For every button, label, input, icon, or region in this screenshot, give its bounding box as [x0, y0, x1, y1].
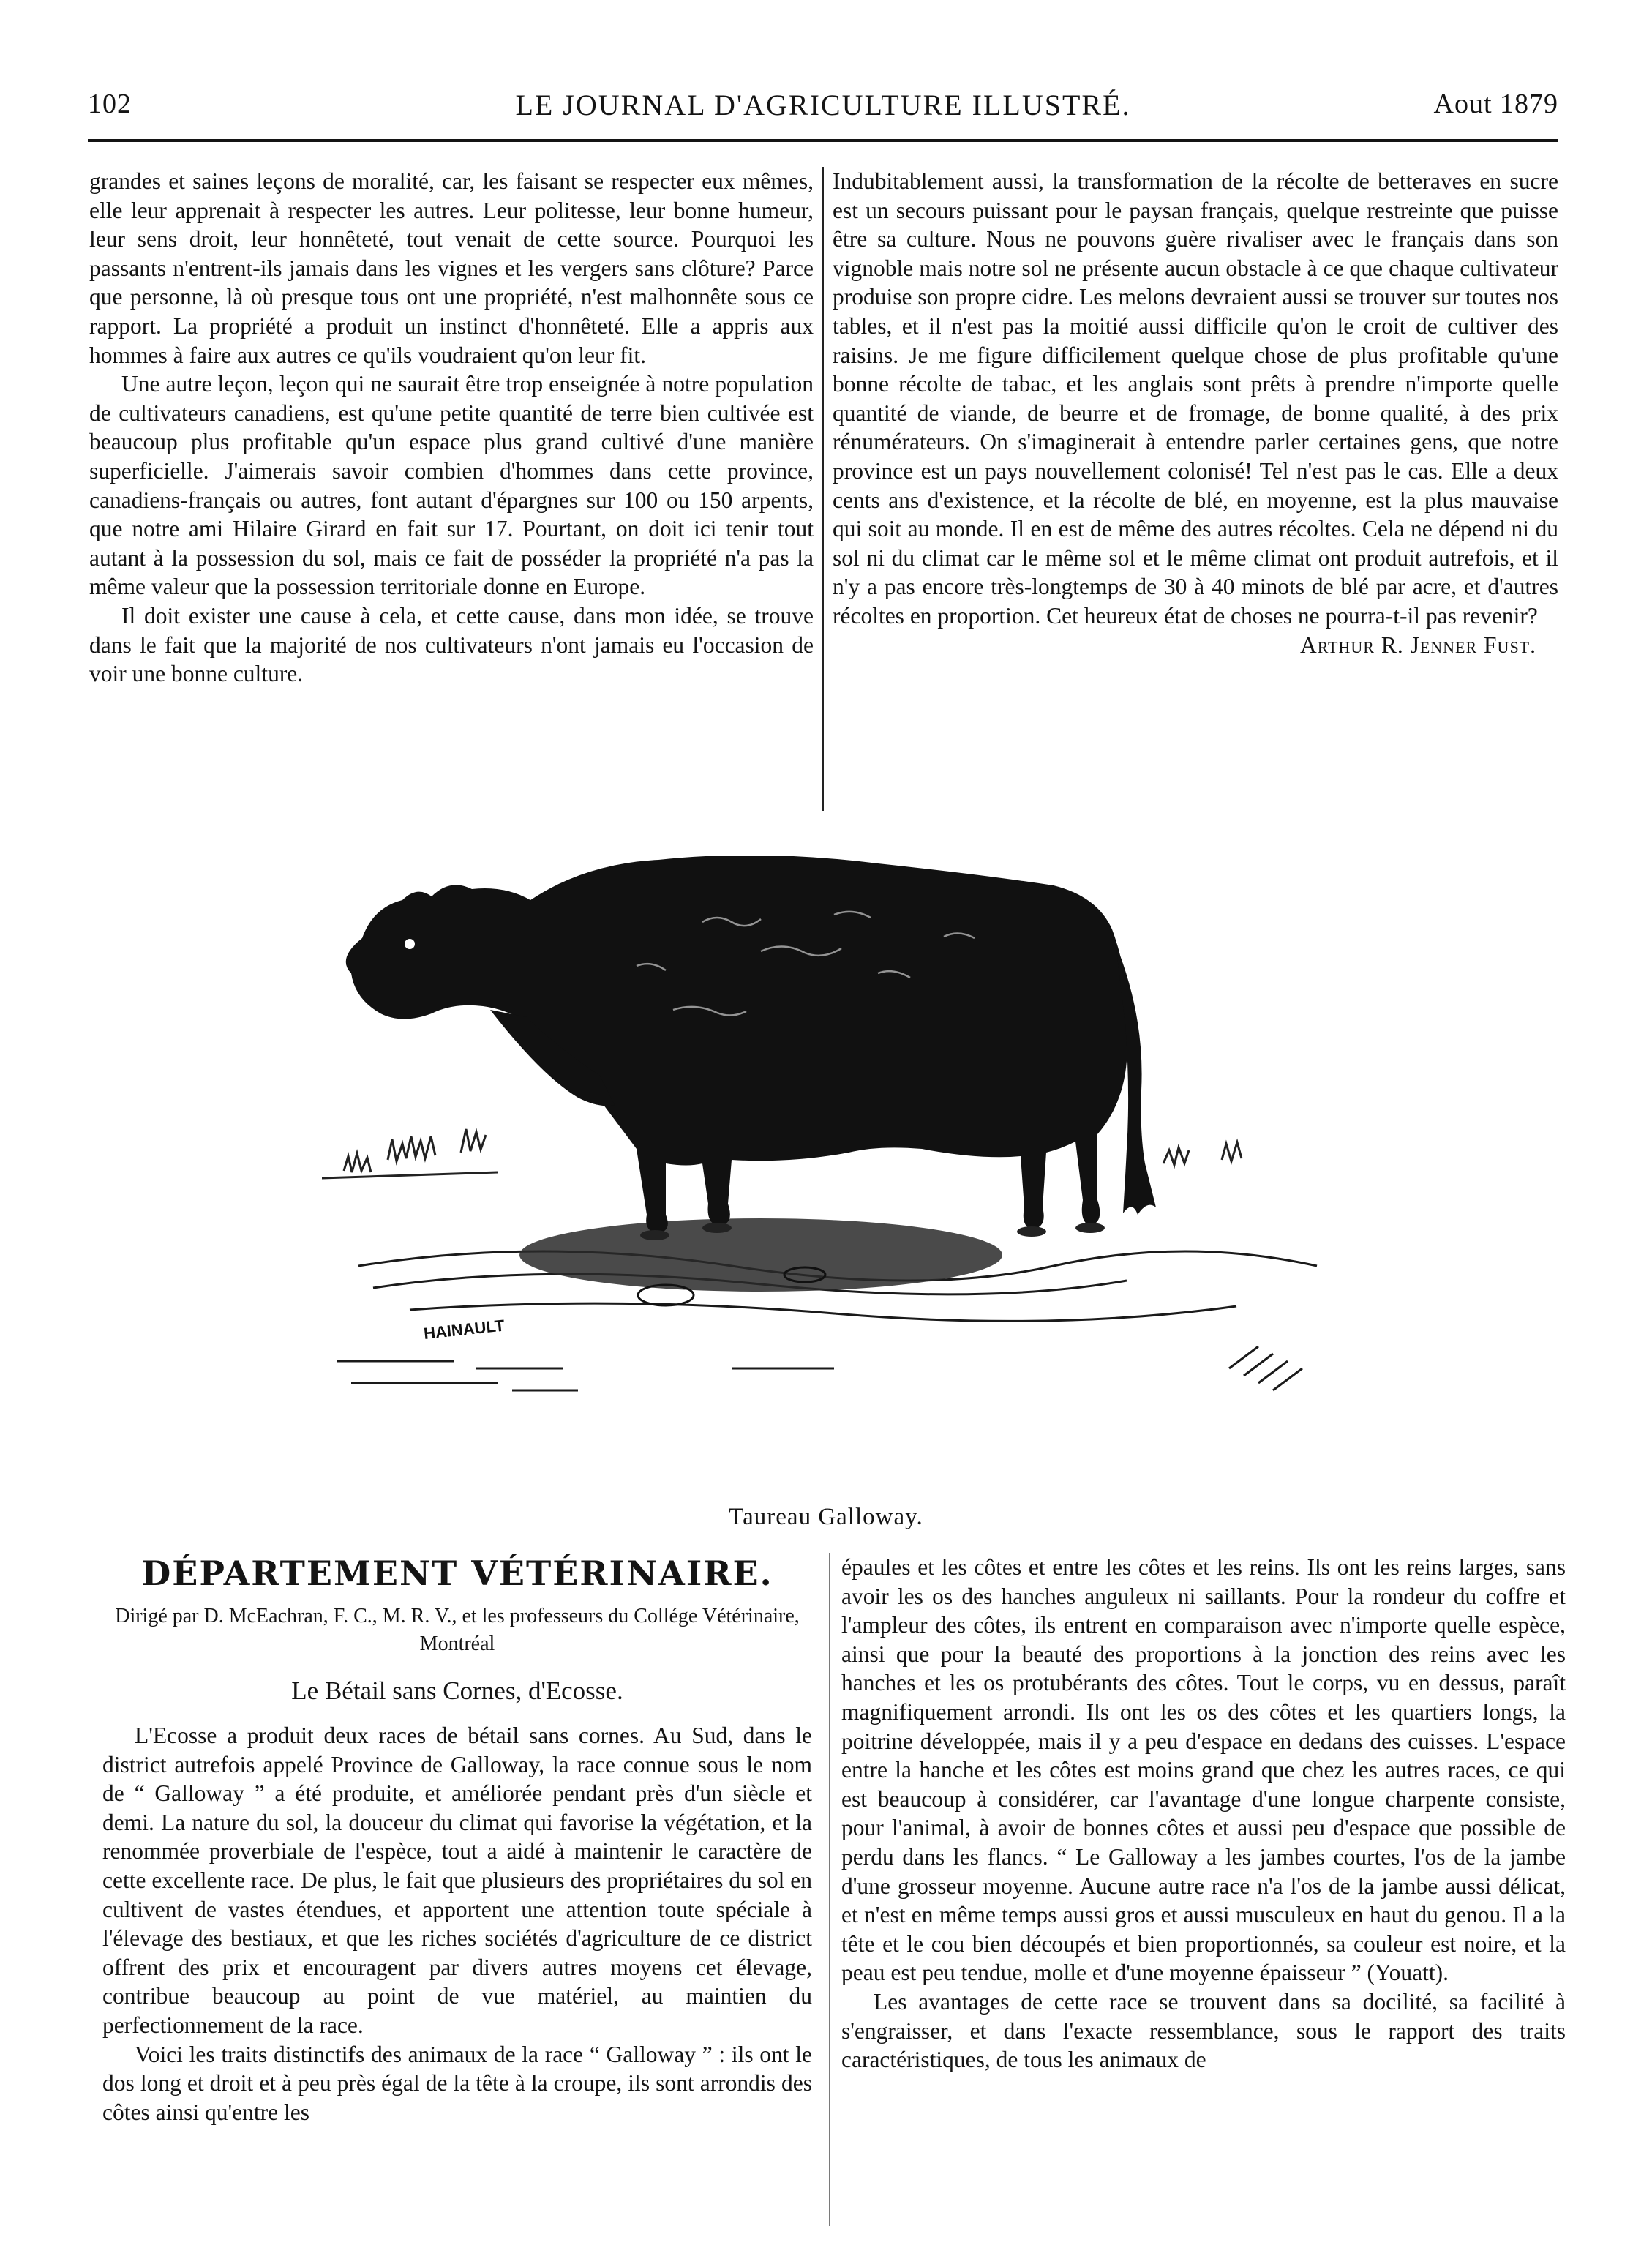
paragraph: Les avantages de cette race se trouvent dans sa docilité, sa facilité à s'engraisser, et dans l'exacte ressemblance, sous le rapport des traits caractéristiques, de tous les animaux de [841, 1988, 1566, 2073]
paragraph: Indubitablement aussi, la transformation de la récolte de betteraves en sucre est un secours puissant pour le paysan français, quelque restreinte que puisse être sa culture. Nous ne pouvons guère rivaliser avec le français dans son vignoble mais notre sol ne présente aucun obstacle à ce que chaque cultivateur produise son propre cidre. Les melons devraient aussi se trouver sur toutes nos tables, et il n'est pas la moitié aussi difficile qu'on le croit de cultiver des raisins. Je me figure difficilement quelque chose de plus profitable qu'une bonne récolte de tabac, et les anglais sont prêts à prendre n'importe quelle quantité de viande, de beurre et de fromage, de bonne qualité, à des prix rénumérateurs. On s'imaginerait à entendre parler certaines gens, que notre province est un pays nouvellement colonisé! Tel n'est pas le cas. Elle a deux cents ans d'existence, et la récolte de blé, en moyenne, est la plus mauvaise qui soit au monde. Il en est de même des autres récoltes. Cela ne dépend ni du sol ni du climat car le même sol et le même climat ont produit autrefois, et il n'y a pas encore très-longtemps de 30 à 40 minots de blé par acre, et d'autres récoltes en proportion. Cet heureux état de choses ne pourra-t-il pas revenir? [833, 168, 1558, 629]
galloway-bull-engraving [322, 856, 1332, 1500]
bottom-right-column [841, 1553, 1566, 2075]
top-left-column [89, 167, 814, 689]
column-divider [822, 167, 824, 811]
ground-shadow [519, 1218, 1002, 1292]
column-divider [829, 1553, 830, 2226]
engraver-signature [423, 1316, 506, 1343]
paragraph: grandes et saines leçons de moralité, car, les faisant se respecter eux mêmes, elle leur apprenait à respecter les autres. Leur politesse, leur bonne humeur, leur sens droit, leur honnêteté, tout venait de cette source. Pourquoi les passants n'entrent-ils jamais dans les vignes et les vergers sans clôture? Parce que personne, là où presque tous ont une propriété, n'est malhonnête sous ce rapport. La propriété a produit un instinct d'honnêteté. Elle a appris aux hommes à faire aux autres ce qu'ils voudraient qu'on leur fit. [89, 168, 814, 368]
journal-title: LE JOURNAL D'AGRICULTURE ILLUSTRÉ. [515, 89, 1131, 121]
figure-caption: Taureau Galloway. [729, 1504, 923, 1530]
paragraph: Une autre leçon, leçon qui ne saurait être trop enseignée à notre population de cultivateurs canadiens, est qu'une petite quantité de terre bien cultivée est beaucoup plus profitable qu'un espace plus grand cultivé d'une manière superficielle. J'aimerais savoir combien d'hommes dans cette province, canadiens-français ou autres, font autant d'épargnes sur 100 ou 150 arpents, que notre ami Hilaire Girard en fait sur 17. Pourtant, on doit ici tenir tout autant à la possession du sol, mais ce fait de posséder la propriété n'a pas la même valeur que la possession territoriale donne en Europe. [89, 371, 814, 600]
top-right-column [833, 167, 1558, 659]
bull-illustration [322, 856, 1332, 1500]
section-byline: Dirigé par D. McEachran, F. C., M. R. V., et les professeurs du Collége Vétérinaire, Montréal [115, 1605, 800, 1655]
paragraph: Il doit exister une cause à cela, et cette cause, dans mon idée, se trouve dans le fait que la majorité de nos cultivateurs n'ont jamais eu l'occasion de voir une bonne culture. [89, 602, 814, 687]
bottom-left-column [102, 1551, 812, 2126]
svg-text:HAINAULT: HAINAULT [422, 1316, 506, 1343]
paragraph: L'Ecosse a produit deux races de bétail sans cornes. Au Sud, dans le district autrefois appelé Province de Galloway, la race connue sous le nom de “ Galloway ” a été produite, et améliorée pendant près d'un siècle et demi. La nature du sol, la douceur du climat qui favorise la végétation, et la renommée proverbiale de l'espèce, tout a aidé à maintenir le caractère de cette excellente race. De plus, le fait que plusieurs des propriétaires du sol en cultivent de vastes étendues, et apportent une attention toute spéciale à l'élevage des bestiaux, et que les riches sociétés d'agriculture de ce district offrent des prix et encouragent par divers autres moyens cet élevage, contribue beaucoup au point de vue matériel, au maintien du perfectionnement de la race. [102, 1723, 812, 2038]
header-rule [88, 139, 1558, 142]
issue-date: Aout 1879 [1433, 89, 1558, 119]
eye [405, 939, 415, 949]
paragraph: épaules et les côtes et entre les côtes et les reins. Ils ont les reins larges, sans avoir les os des hanches anguleux ni saillants. Pour la rondeur du coffre et l'ampleur des côtes, ils entrent en comparaison avec n'importe quelle espèce, ainsi que pour la beauté des proportions à la jonction des reins avec les hanches et les os protubérants des côtes. Tout le corps, vu en dessus, paraît magnifiquement arrondi. Ils ont les os des côtes et les quartiers longs, la poitrine développée, mais il y a peu d'espace en dedans des cuisses. L'espace entre la hanche et les côtes est moins grand que chez les autres races, ce qui est beaucoup à considérer, car l'avantage d'une longue charpente consiste, pour l'animal, à avoir de bonnes côtes et aussi peu d'espace que possible de perdu dans les flancs. “ Le Galloway a les jambes courtes, l'os de la jambe d'une grosseur moyenne. Aucune autre race n'a l'os de la jambe aussi délicat, et n'est en même temps aussi gros et aussi musculeux en haut du genou. Il a la tête et le cou bien découpés et bien proportionnés, sa couleur est noire, et la peau est peu tendue, molle et d'une moyenne épaisseur ” (Youatt). [841, 1554, 1566, 1986]
author-signature: Arthur R. Jenner Fust. [1299, 632, 1536, 658]
running-header [88, 88, 1558, 132]
section-title: DÉPARTEMENT VÉTÉRINAIRE. [141, 1554, 773, 1593]
bull-silhouette [346, 856, 1156, 1233]
paragraph: Voici les traits distinctifs des animaux de la race “ Galloway ” : ils ont le dos long et droit et à peu près égal de la tête à la croupe, ils sont arrondis des côtes ainsi qu'entre les [102, 2041, 812, 2125]
article-title: Le Bétail sans Cornes, d'Ecosse. [291, 1676, 623, 1705]
page-number: 102 [88, 89, 132, 119]
